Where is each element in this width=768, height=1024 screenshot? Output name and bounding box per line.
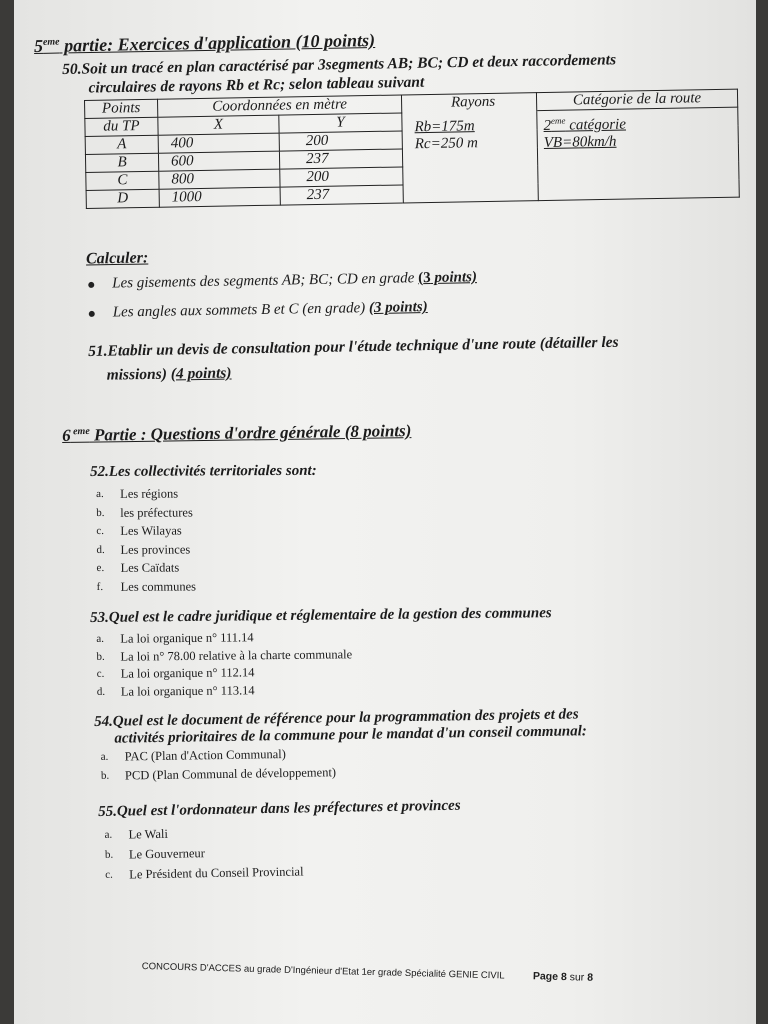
option-text: les préfectures [120,504,193,520]
list-item [91,576,318,596]
vb-value: VB=80km/h [543,133,617,151]
part6-heading [62,421,411,446]
bullet-text: Les angles aux sommets B et C (en grade) [112,300,370,321]
th-rayons: Rayons [401,93,536,113]
option-text: La loi organique n° 111.14 [120,630,254,646]
th-x: X [158,115,279,135]
list-item [90,558,317,578]
q51-line1: 51.Etablir un devis de consultation pour l'étude technique d'une route (détailler les [88,333,619,360]
option-letter: c. [96,524,105,537]
calc-bullets [86,263,478,328]
exam-page [14,0,756,1024]
option-letter: b. [104,848,114,861]
footer-text: CONCOURS D'ACCES au grade D'Ingénieur d'Etat 1er grade Spécialité GENIE CIVIL [141,960,505,982]
list-item [91,679,553,701]
part5-sup: eme [42,36,60,48]
part6-title: Partie : Questions d'ordre générale (8 points) [89,421,412,445]
option-text: PCD (Plan Communal de développement) [124,764,337,783]
cell-point: C [86,171,159,190]
part5-number: 5 [33,35,44,56]
option-letter: a. [96,632,105,645]
q55-title: 55.Quel est l'ordonnateur dans les préfectures et provinces [98,797,461,820]
question-55 [98,798,462,885]
cell-y: 200 [279,131,402,151]
question-51 [88,329,729,388]
cell-x: 600 [158,151,279,171]
list-item [90,484,317,504]
part5-title: partie: Exercices d'application (10 points) [59,30,376,56]
page-prefix: Page [532,970,562,983]
bullet-icon [88,282,94,288]
cat-text: catégorie [565,116,627,134]
page-num: 8 [560,970,567,984]
category-cell [537,107,740,200]
option-text: Les Caïdats [120,560,180,575]
q52-title: 52.Les collectivités territoriales sont: [90,462,317,480]
option-text: Les communes [120,578,197,594]
cell-y: 237 [279,149,402,169]
bullet-text: Les gisements des segments AB; BC; CD en grade [112,270,419,292]
option-text: Le Président du Conseil Provincial [129,864,304,882]
rb-value: Rb=175m [414,117,475,135]
question-54 [94,704,715,785]
cell-y: 237 [280,185,403,205]
part5-heading [34,30,375,57]
q53-title: 53.Quel est le cadre juridique et réglementaire de la gestion des communes [90,605,552,626]
cell-y: 200 [280,167,403,187]
bullet-icon [89,311,95,317]
list-item [90,521,317,541]
cell-point: D [86,189,159,208]
q54-line1: 54.Quel est le document de référence pour la programmation des projets et des [94,706,579,730]
rc-value: Rc=250 m [414,134,478,152]
q50-line2: circulaires de rayons Rb et Rc; selon tableau suivant [88,73,425,97]
option-text: La loi organique n° 113.14 [120,682,255,699]
cell-x: 800 [159,169,280,189]
option-letter: b. [96,506,105,519]
page-number [533,970,593,984]
page-footer [142,960,593,984]
option-letter: d. [96,543,105,556]
list-item [90,539,317,559]
pts-rest: points) [430,269,478,286]
option-text: Le Gouverneur [128,846,206,862]
th-category: Catégorie de la route [536,89,737,111]
list-item [87,292,478,328]
cat-sup: eme [550,115,566,126]
question-53 [90,605,553,701]
option-letter: c. [105,868,113,881]
list-item [90,502,317,522]
part6-sup: eme [70,425,90,438]
option-text: Le Wali [128,826,169,842]
th-du-tp: du TP [85,117,158,136]
th-y: Y [279,113,402,133]
option-text: La loi n° 78.00 relative à la charte communale [120,646,353,664]
option-letter: d. [96,685,106,698]
question-52 [90,463,317,596]
trace-table [84,89,740,209]
option-letter: a. [104,828,113,841]
option-letter: b. [96,650,105,663]
option-letter: c. [96,667,105,680]
pts-open: ( [417,270,424,287]
page-total: 8 [587,971,594,984]
q50-line1: 50.Soit un tracé en plan caractérisé par 3segments AB; BC; CD et deux raccordements [62,51,617,78]
option-text: Les Wilayas [120,523,182,538]
cell-point: A [85,135,158,154]
part6-number: 6 [62,425,71,445]
th-points: Points [85,99,158,118]
cell-point: B [85,153,158,172]
option-text: PAC (Plan d'Action Communal) [124,746,286,764]
page-mid: sur [566,971,588,984]
cell-x: 1000 [159,187,280,207]
option-text: Les régions [120,486,179,501]
option-text: La loi organique n° 112.14 [120,665,255,681]
option-letter: e. [96,561,105,574]
option-letter: a. [100,750,109,763]
q51-line2: missions) [106,365,171,384]
q54-line2: activités prioritaires de la commune pour le mandat d'un conseil communal: [114,723,587,747]
option-letter: f. [96,580,104,593]
pts-num: 3 [422,269,431,287]
option-text: Les provinces [120,541,191,557]
option-letter: a. [96,487,104,500]
cat-num: 2 [543,117,552,134]
th-coords: Coordonnées en mètre [157,95,401,117]
rayons-cell [402,111,539,203]
calculer-label: Calculer: [85,249,149,268]
option-letter: b. [100,769,110,782]
cell-x: 400 [158,133,279,153]
bullet-points: (3 points) [368,299,428,317]
q51-points: (4 points) [170,364,232,383]
